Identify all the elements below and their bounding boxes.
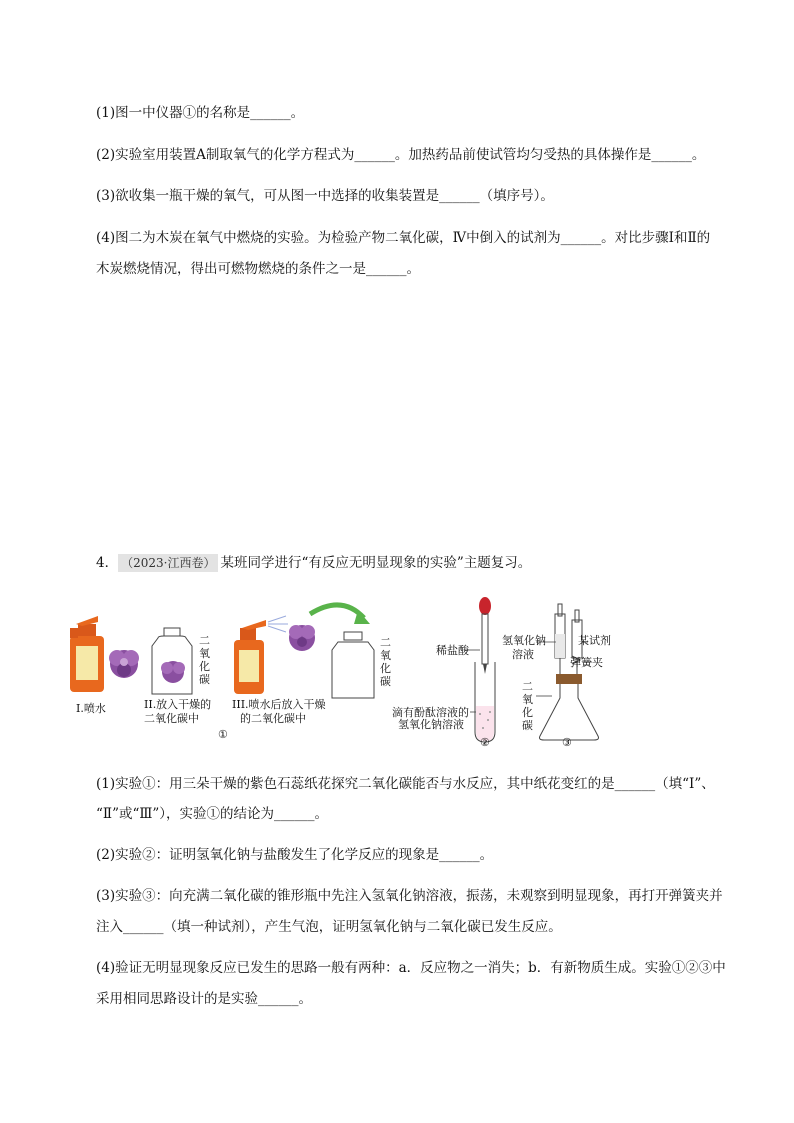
co2-label-2: 二氧化碳 bbox=[380, 636, 391, 688]
question-1-2: (2)实验室用装置A制取氧气的化学方程式为______。加热药品前使试管均匀受热的具体操作是______。 bbox=[96, 147, 706, 163]
reagent-label: 某试剂 bbox=[578, 634, 611, 647]
question-stem: 某班同学进行“有反应无明显现象的实验”主题复习。 bbox=[220, 555, 532, 571]
question-4-4-cont: 采用相同思路设计的是实验______。 bbox=[96, 991, 312, 1007]
question-4-1-cont: “Ⅱ”或“Ⅲ”），实验①的结论为______。 bbox=[96, 806, 329, 822]
question-1-1: (1)图一中仪器①的名称是______。 bbox=[96, 105, 305, 121]
source-tag: （2023·江西卷） bbox=[118, 554, 218, 572]
gas-jar-icon-2 bbox=[332, 632, 374, 698]
question-4-heading bbox=[96, 554, 531, 572]
experiment-2-number: ② bbox=[480, 736, 490, 749]
step-3-label-a: III.喷水后放入干燥 bbox=[232, 698, 326, 711]
naoh-label-a: 氢氧化钠 bbox=[502, 634, 546, 647]
question-1-4-cont: 木炭燃烧情况，得出可燃物燃烧的条件之一是______。 bbox=[96, 261, 420, 277]
question-4-3: (3)实验③：向充满二氧化碳的锥形瓶中先注入氢氧化钠溶液，振荡，未观察到明显现象，再打开弹簧夹并 bbox=[96, 888, 723, 904]
phenolphthalein-label-a: 滴有酚酞溶液的 bbox=[392, 706, 469, 719]
question-1-3: (3)欲收集一瓶干燥的氧气，可从图一中选择的收集装置是______（填序号）。 bbox=[96, 188, 554, 204]
question-4-1: (1)实验①：用三朵干燥的紫色石蕊纸花探究二氧化碳能否与水反应，其中纸花变红的是______（填“Ⅰ”、 bbox=[96, 776, 715, 792]
question-4-3-cont: 注入______（填一种试剂），产生气泡，证明氢氧化钠与二氧化碳已发生反应。 bbox=[96, 919, 562, 935]
spring-clip-label: 弹簧夹 bbox=[570, 656, 603, 669]
question-1-4: (4)图二为木炭在氧气中燃烧的实验。为检验产物二氧化碳，Ⅳ中倒入的试剂为______。对比步骤Ⅰ和Ⅱ的 bbox=[96, 230, 711, 246]
question-number: 4． bbox=[96, 555, 119, 571]
flower-icon-2 bbox=[289, 625, 315, 651]
step-2-label-b: 二氧化碳中 bbox=[144, 712, 199, 725]
experiment-figure bbox=[62, 594, 611, 754]
step-3-label-b: 的二氧化碳中 bbox=[240, 712, 306, 725]
arrow-icon bbox=[310, 605, 370, 624]
step-1-label: I.喷水 bbox=[76, 702, 106, 715]
flower-icon bbox=[109, 650, 139, 678]
hcl-label: 稀盐酸 bbox=[436, 644, 469, 657]
experiment-1-number: ① bbox=[218, 728, 228, 741]
experiment-3-number: ③ bbox=[562, 736, 572, 749]
step-2-label-a: II.放入干燥的 bbox=[144, 698, 212, 711]
co2-flask-label: 二氧化碳 bbox=[522, 680, 533, 732]
dropper-icon bbox=[479, 597, 491, 674]
phenolphthalein-label-b: 氢氧化钠溶液 bbox=[398, 718, 464, 731]
gas-jar-icon bbox=[152, 628, 192, 694]
naoh-label-b: 溶液 bbox=[512, 648, 534, 661]
conical-flask-icon bbox=[540, 674, 599, 740]
co2-label: 二氧化碳 bbox=[199, 634, 210, 686]
question-4-2: (2)实验②：证明氢氧化钠与盐酸发生了化学反应的现象是______。 bbox=[96, 847, 494, 863]
question-4-4: (4)验证无明显现象反应已发生的思路一般有两种：a．反应物之一消失；b．有新物质生成。实验①②③中 bbox=[96, 960, 726, 976]
spray-bottle-icon-2 bbox=[234, 616, 288, 694]
spray-bottle-icon bbox=[70, 616, 104, 692]
